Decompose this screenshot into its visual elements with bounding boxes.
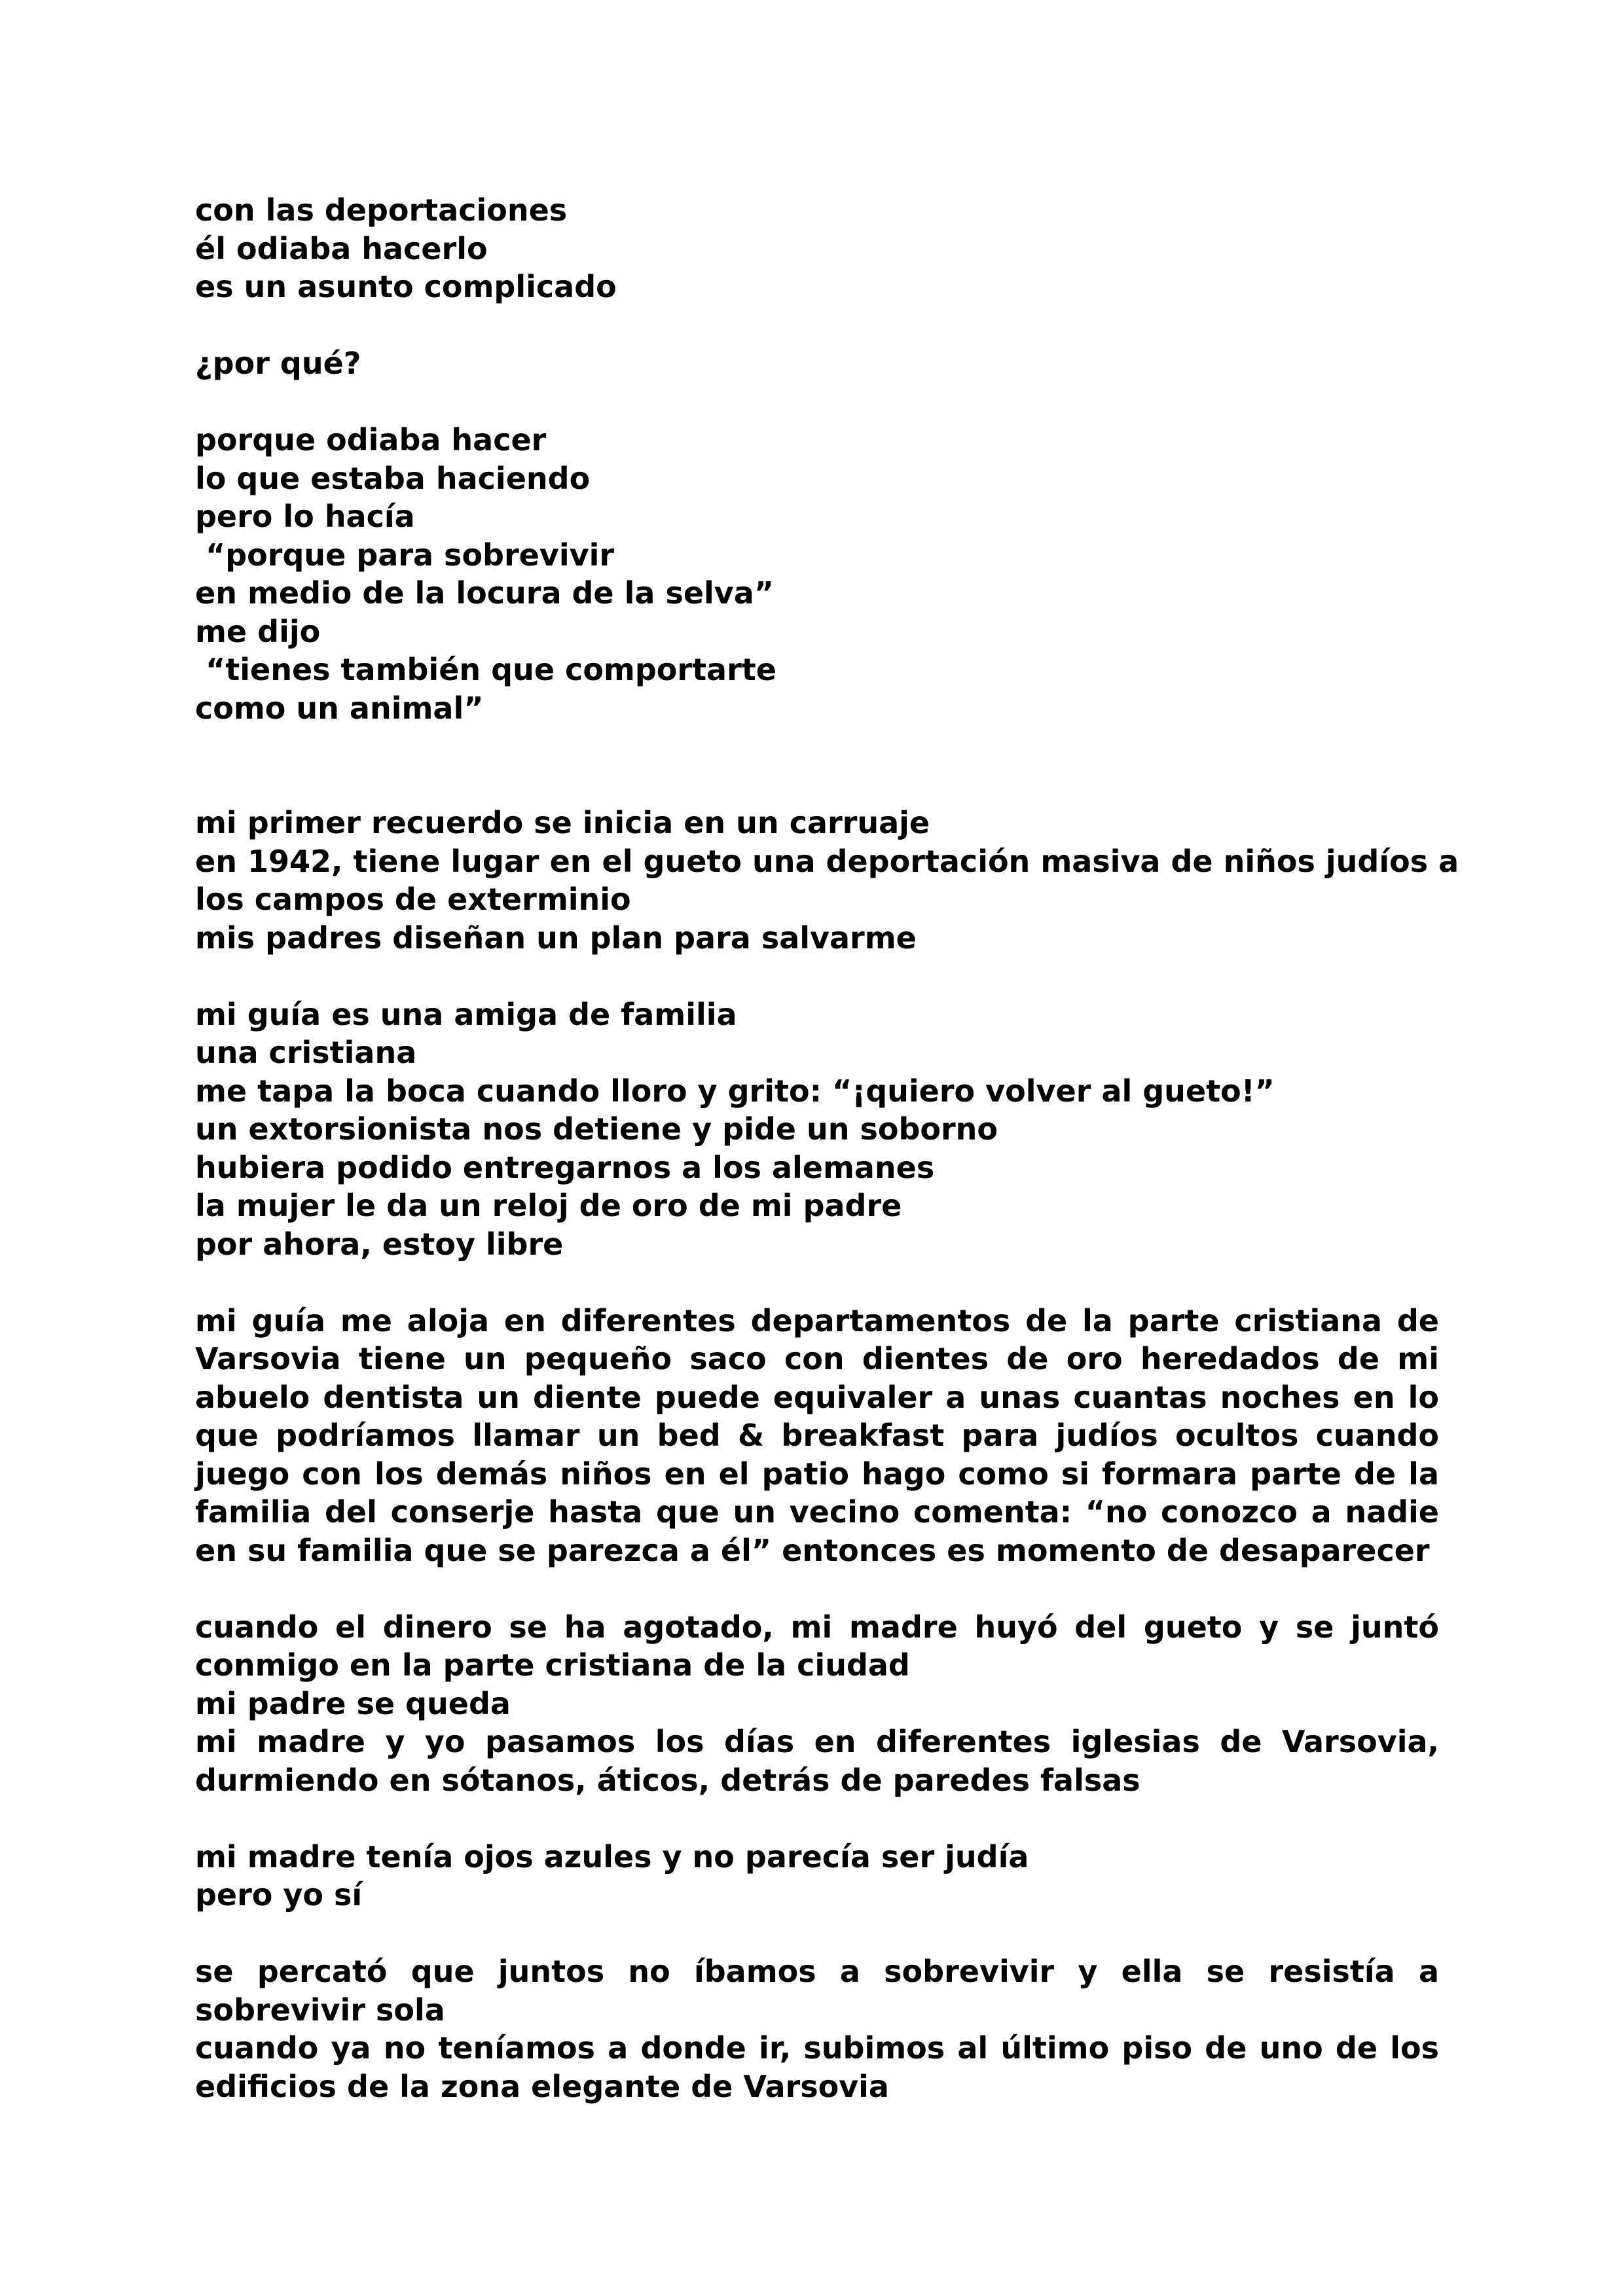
text-line: ¿por qué?	[195, 346, 361, 381]
text-line: en medio de la locura de la selva”	[195, 575, 775, 611]
text-line: mi padre se queda	[195, 1685, 511, 1721]
text-line: me tapa la boca cuando lloro y grito: “¡quiero volver al gueto!”	[195, 1073, 1275, 1109]
text-line: pero lo hacía	[195, 499, 415, 534]
text-line: la mujer le da un reloj de oro de mi padre	[195, 1188, 902, 1223]
stanza-9	[195, 1952, 1439, 2106]
text-line: mis padres diseñan un plan para salvarme	[195, 920, 917, 956]
text-line: un extorsionista nos detiene y pide un soborno	[195, 1111, 998, 1147]
text-line: “tienes también que comportarte	[195, 652, 776, 687]
text-line: me dijo	[195, 613, 321, 649]
text-line: por ahora, estoy libre	[195, 1226, 564, 1262]
text-line: una cristiana	[195, 1035, 417, 1070]
paragraph-varsovia: mi guía me aloja en diferentes departamentos de la parte cristiana de Varsovia tiene un pequeño saco con dientes de oro heredados de mi abuelo dentista un diente puede equivaler a unas cuantas noches en lo que podríamos llamar un bed & breakfast para judíos ocultos cuando juego con los demás niños en el patio hago como si formara parte de la familia del conserje hasta que un vecino comenta: “no conozco a nadie en su familia que se parezca a él” entonces es momento de desaparecer	[195, 1302, 1439, 1568]
paragraph-ultimo-piso: cuando ya no teníamos a donde ir, subimos al último piso de uno de los edificios de la zona elegante de Varsovia	[195, 2030, 1439, 2104]
stanza-8	[195, 1838, 1439, 1914]
stanza-4	[195, 804, 1459, 957]
text-line: hubiera podido entregarnos a los alemanes	[195, 1149, 935, 1185]
text-line: mi primer recuerdo se inicia en un carruaje	[195, 805, 930, 840]
text-line: mi madre tenía ojos azules y no parecía ser judía	[195, 1839, 1029, 1874]
paragraph-dinero: cuando el dinero se ha agotado, mi madre huyó del gueto y se juntó conmigo en la parte cristiana de la ciudad	[195, 1609, 1439, 1683]
text-line: lo que estaba haciendo	[195, 460, 591, 496]
text-line: porque odiaba hacer	[195, 422, 547, 457]
stanza-5	[195, 996, 1439, 1264]
text-line: “porque para sobrevivir	[195, 537, 615, 573]
stanza-7	[195, 1608, 1439, 1800]
stanza-3	[195, 421, 1439, 727]
text-line: él odiaba hacerlo	[195, 230, 488, 266]
text-line: es un asunto complicado	[195, 269, 617, 304]
stanza-2	[195, 344, 1439, 383]
text-line: con las deportaciones	[195, 192, 568, 228]
text-line: en 1942, tiene lugar en el gueto una deportación masiva de niños judíos a	[195, 843, 1459, 879]
paragraph-iglesias: mi madre y yo pasamos los días en diferentes iglesias de Varsovia, durmiendo en sótanos, áticos, detrás de paredes falsas	[195, 1724, 1439, 1798]
text-line: pero yo sí	[195, 1877, 363, 1912]
paragraph-sobrevivir: se percató que juntos no íbamos a sobrevivir y ella se resistía a sobrevivir sola	[195, 1954, 1439, 2028]
text-line: mi guía es una amiga de familia	[195, 996, 737, 1032]
text-line: los campos de exterminio	[195, 882, 631, 917]
text-line: como un animal”	[195, 690, 484, 726]
stanza-1	[195, 191, 1439, 306]
document-body	[195, 191, 1459, 2144]
